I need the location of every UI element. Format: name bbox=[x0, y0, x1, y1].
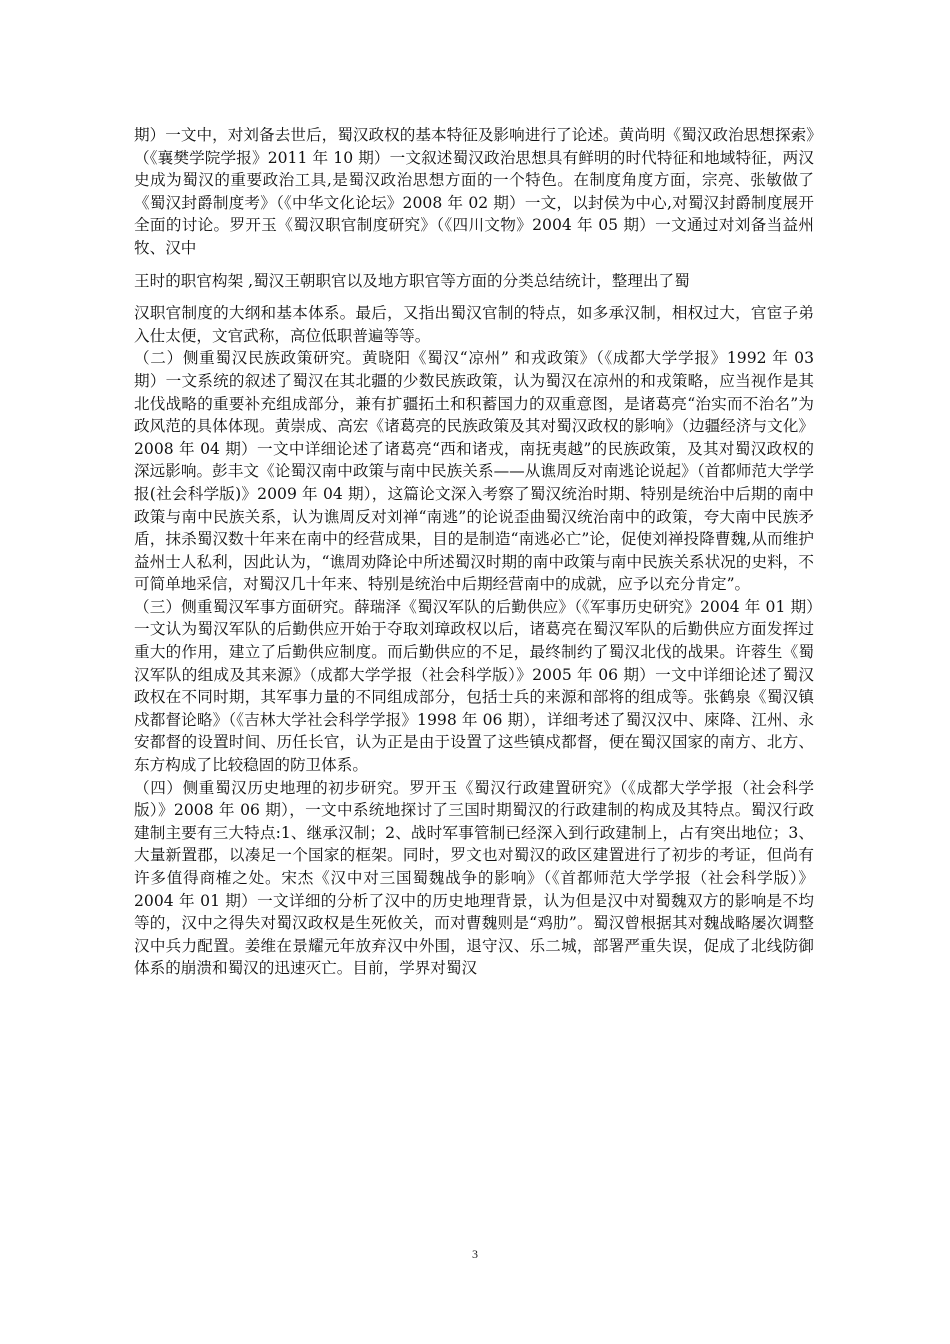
body-text bbox=[134, 124, 814, 980]
paragraph-political-system: 期）一文中，对刘备去世后，蜀汉政权的基本特征及影响进行了论述。黄尚明《蜀汉政治思想探索》（《襄樊学院学报》2011 年 10 期）一文叙述蜀汉政治思想具有鲜明的时代特征和地域特征，两汉史成为蜀汉的重要政治工具,是蜀汉政治思想方面的一个特色。在制度角度方面，宗亮、张敏做了《蜀汉封爵制度考》（《中华文化论坛》2008 年 02 期）一文，以封侯为中心,对蜀汉封爵制度展开全面的讨论。罗开玉《蜀汉职官制度研究》（《四川文物》2004 年 05 期）一文通过对刘备当益州牧、汉中 bbox=[134, 126, 814, 257]
paragraph-official-structure: 王时的职官构架 ,蜀汉王朝职官以及地方职官等方面的分类总结统计，整理出了蜀 bbox=[134, 271, 690, 290]
paragraph-official-features: 汉职官制度的大纲和基本体系。最后，又指出蜀汉官制的特点，如多承汉制，相权过大，官宦子弟入仕太便，文官武称，高位低职普遍等等。 bbox=[134, 304, 814, 345]
paragraph-ethnic-policy: （二）侧重蜀汉民族政策研究。黄晓阳《蜀汉“凉州” 和戎政策》（《成都大学学报》1992 年 03 期）一文系统的叙述了蜀汉在其北疆的少数民族政策，认为蜀汉在凉州的和戎策略，应当视作是其北伐战略的重要补充组成部分，兼有扩疆拓土和积蓄国力的双重意图，是诸葛亮“治实而不治名”为政风范的具体体现。黄崇成、高宏《诸葛亮的民族政策及其对蜀汉政权的影响》（边疆经济与文化》2008 年 04 期）一文中详细论述了诸葛亮“西和诸戎，南抚夷越”的民族政策，及其对蜀汉政权的深远影响。彭丰文《论蜀汉南中政策与南中民族关系——从谯周反对南逃论说起》（首都师范大学学报(社会科学版)》2009 年 04 期），这篇论文深入考察了蜀汉统治时期、特别是统治中后期的南中政策与南中民族关系，认为谯周反对刘禅“南逃”的论说歪曲蜀汉统治南中的政策，夸大南中民族矛盾，抹杀蜀汉数十年来在南中的经营成果，目的是制造“南逃必亡”论，促使刘禅投降曹魏,从而维护益州士人私利，因此认为，“谯周劝降论中所述蜀汉时期的南中政策与南中民族关系状况的史料，不可简单地采信，对蜀汉几十年来、特别是统治中后期经营南中的成就，应予以充分肯定”。 bbox=[134, 349, 814, 594]
page-number: 3 bbox=[472, 1247, 478, 1261]
paragraph-military: （三）侧重蜀汉军事方面研究。薛瑞泽《蜀汉军队的后勤供应》（《军事历史研究》2004 年 01 期）一文认为蜀汉军队的后勤供应开始于夺取刘璋政权以后，诸葛亮在蜀汉军队的后勤供应方面发挥过重大的作用，建立了后勤供应制度。而后勤供应的不足，最终制约了蜀汉北伐的战果。许蓉生《蜀汉军队的组成及其来源》（成都大学学报（社会科学版）》2005 年 06 期）一文中详细论述了蜀汉政权在不同时期，其军事力量的不同组成部分，包括士兵的来源和部将的组成等。张鹤泉《蜀汉镇戍都督论略》（《吉林大学社会科学学报》1998 年 06 期），详细考述了蜀汉汉中、庲降、江州、永安都督的设置时间、历任长官，认为正是由于设置了这些镇戍都督，便在蜀汉国家的南方、北方、东方构成了比较稳固的防卫体系。 bbox=[134, 597, 814, 775]
paragraph-historical-geography: （四）侧重蜀汉历史地理的初步研究。罗开玉《蜀汉行政建置研究》（《成都大学学报（社会科学版）》2008 年 06 期），一文中系统地探讨了三国时期蜀汉的行政建制的构成及其特点。蜀汉行政建制主要有三大特点:1、继承汉制；2、战时军事管制已经深入到行政建制上，占有突出地位；3、大量新置郡，以凑足一个国家的框架。同时，罗文也对蜀汉的政区建置进行了初步的考证，但尚有许多值得商榷之处。宋杰《汉中对三国蜀魏战争的影响》（《首都师范大学学报（社会科学版）》2004 年 01 期）一文详细的分析了汉中的历史地理背景，认为但是汉中对蜀魏双方的影响是不均等的，汉中之得失对蜀汉政权是生死攸关，而对曹魏则是“鸡肋”。蜀汉曾根据其对魏战略屡次调整汉中兵力配置。姜维在景耀元年放弃汉中外围，退守汉、乐二城，部署严重失误，促成了北线防御体系的崩溃和蜀汉的迅速灭亡。目前，学界对蜀汉 bbox=[134, 778, 814, 978]
